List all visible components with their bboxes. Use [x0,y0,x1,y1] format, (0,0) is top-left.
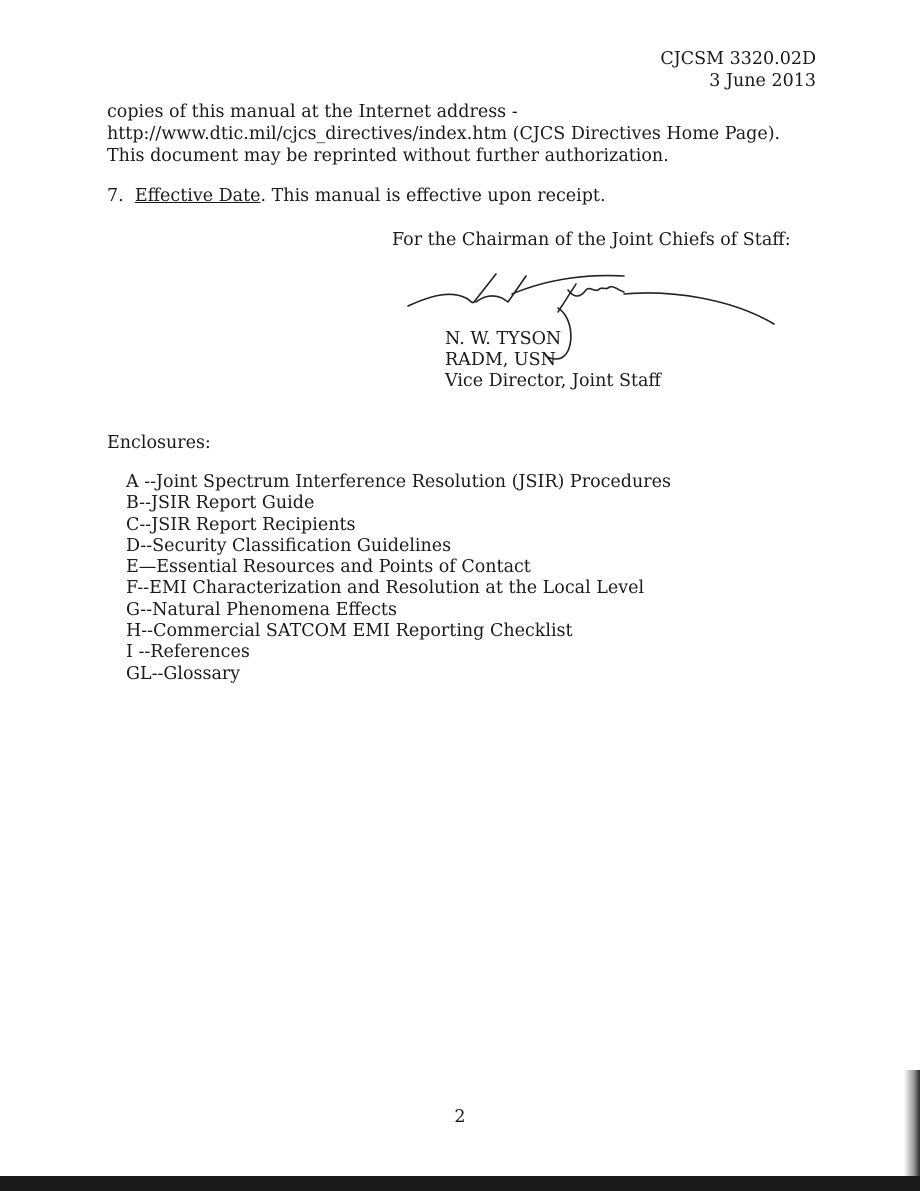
scan-bottom-border [0,1176,920,1191]
enclosure-item: I --References [126,642,250,663]
document-number: CJCSM 3320.02D [660,49,816,69]
signer-rank: RADM, USN [445,350,556,370]
enclosures-list [126,472,671,685]
enclosure-item: GL--Glossary [126,663,241,684]
enclosure-item: E—Essential Resources and Points of Contact [126,557,531,578]
enclosure-item: D--Security Classification Guidelines [126,535,452,556]
effective-date-text: . This manual is effective upon receipt. [260,186,606,206]
enclosure-item: H--Commercial SATCOM EMI Reporting Checklist [126,621,573,642]
effective-date-heading: Effective Date [134,186,261,206]
paragraph-line-2: http://www.dtic.mil/cjcs_directives/index.htm (CJCS Directives Home Page). [107,124,781,144]
enclosure-item: B--JSIR Report Guide [126,493,315,514]
signer-title: Vice Director, Joint Staff [445,371,661,391]
enclosure-item: A --Joint Spectrum Interference Resolution (JSIR) Procedures [126,472,671,492]
document-date: 3 June 2013 [709,71,816,91]
enclosures-label: Enclosures: [107,433,211,453]
page-number: 2 [454,1107,466,1127]
paragraph-line-3: This document may be reprinted without further authorization. [107,146,669,166]
for-the-chairman-line: For the Chairman of the Joint Chiefs of Staff: [392,230,791,250]
signer-name: N. W. TYSON [445,329,562,349]
enclosure-item: F--EMI Characterization and Resolution at the Local Level [126,578,645,599]
document-header [660,48,816,92]
enclosure-item: C--JSIR Report Recipients [126,514,356,535]
paragraph-number: 7. [107,186,124,206]
paragraph-line-1: copies of this manual at the Internet address - [107,102,518,122]
enclosure-item: G--Natural Phenomena Effects [126,599,397,620]
effective-date-paragraph [107,186,606,207]
scan-edge-shadow [904,1070,920,1176]
